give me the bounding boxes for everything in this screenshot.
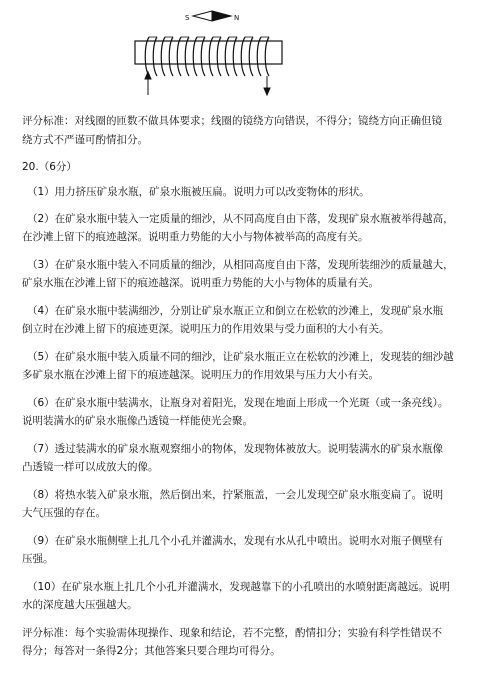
compass-needle — [185, 11, 239, 22]
current-in-arrow — [145, 72, 151, 95]
scoring-note-2-line1: 评分标准：每个实验需体现操作、现象和结论，若不完整，酌情扣分；实验有科学性错误不 — [22, 627, 442, 639]
scoring-note-1 — [0, 115, 477, 146]
scoring-note-1-line2: 绕方式不严谨可酌情扣分。 — [22, 134, 148, 146]
scoring-note-2-line2: 得分；每答对一条得2分；其他答案只要合理均可得分。 — [22, 645, 281, 657]
answer-item: （3）在矿泉水瓶中装入不同质量的细沙，从相同高度自由下落，发现所装细沙的质量越大， 矿泉水瓶在沙滩上留下的痕迹越深。说明重力势能的大小与物体的质量有关。 — [22, 259, 454, 289]
needle-south-half — [193, 11, 212, 21]
answer-item: （7）透过装满水的矿泉水瓶观察细小的物体，发现物体被放大。说明装满水的矿泉水瓶像 凸透镜一样可以成放大的像。 — [22, 443, 444, 473]
answer-item: （1）用力挤压矿泉水瓶，矿泉水瓶被压扁。说明力可以改变物体的形状。 — [27, 186, 370, 198]
answer-item: （8）将热水装入矿泉水瓶，然后倒出来，拧紧瓶盖，一会儿发现空矿泉水瓶变扁了。说明 大气压强的存在。 — [22, 489, 444, 519]
scoring-note-2 — [0, 627, 477, 657]
answer-item: （5）在矿泉水瓶中装入质量不同的细沙，让矿泉水瓶正立在松软的沙滩上，发现装的细沙越 多矿泉水瓶在沙滩上留下的痕迹越深。说明压力的作用效果与压力大小有关。 — [22, 351, 454, 381]
current-out-arrow — [264, 76, 270, 95]
answer-item: （2）在矿泉水瓶中装入一定质量的细沙，从不同高度自由下落，发现矿泉水瓶被举得越高， 在沙滩上留下的痕迹越深。说明重力势能的大小与物体被举高的高度有关。 — [22, 213, 454, 243]
solenoid-figure — [0, 0, 477, 100]
answer-item: （9）在矿泉水瓶侧壁上扎几个小孔并灌满水，发现有水从孔中喷出。说明水对瓶子侧壁有 压强。 — [22, 535, 444, 565]
iron-core — [135, 41, 282, 64]
scoring-note-1-line1: 评分标准：对线圈的匝数不做具体要求；线圈的镜绕方向错误，不得分；镜绕方向正确但镜 — [22, 115, 442, 127]
answer-item: （10）在矿泉水瓶上扎几个小孔并灌满水，发现越靠下的小孔喷出的水喷射距离越远。说明 水的深度越大压强越大。 — [22, 581, 450, 611]
needle-north-half — [212, 11, 231, 21]
needle-south-label: S — [185, 14, 190, 22]
answer-item: （4）在矿泉水瓶中装满细沙，分别让矿泉水瓶正立和倒立在松软的沙滩上，发现矿泉水瓶 倒立时在沙滩上留下的痕迹更深。说明压力的作用效果与受力面积的大小有关。 — [22, 305, 444, 335]
needle-north-label: N — [234, 14, 240, 22]
question-heading: 20.（6分） — [22, 161, 77, 173]
answer-item: （6）在矿泉水瓶中装满水，让瓶身对着阳光，发现在地面上形成一个光斑（或一条亮线）。 说明装满水的矿泉水瓶像凸透镜一样能使光会聚。 — [22, 397, 449, 427]
